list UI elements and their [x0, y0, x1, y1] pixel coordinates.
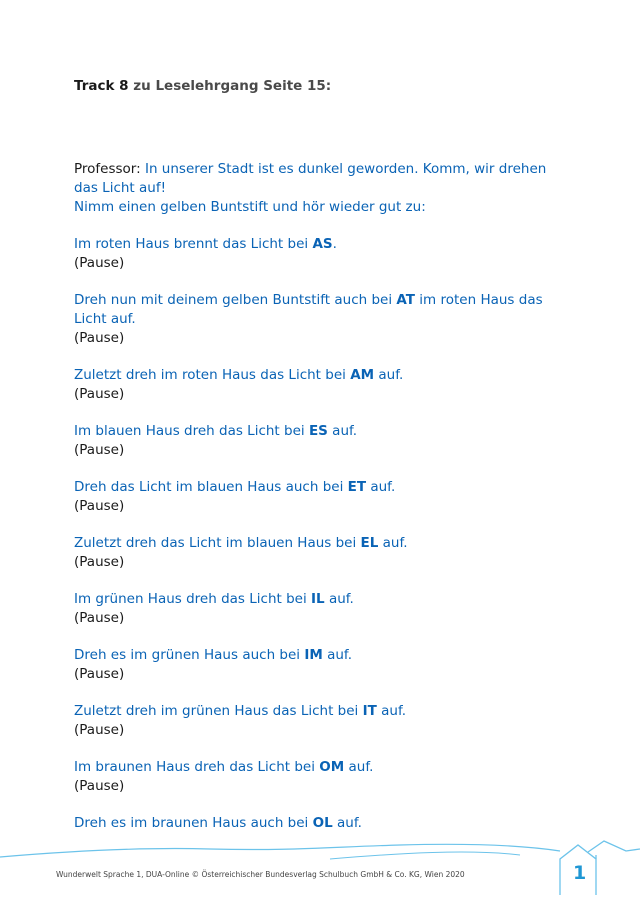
pause-note: (Pause): [74, 498, 125, 514]
transcript: [74, 160, 574, 851]
pause-note: (Pause): [74, 255, 125, 271]
pause-note: (Pause): [74, 330, 125, 346]
instruction-text: Im grünen Haus dreh das Licht bei: [74, 591, 312, 607]
syllable-keyword: IT: [362, 703, 377, 719]
instruction-text: Zuletzt dreh im roten Haus das Licht bei: [74, 367, 351, 383]
instruction-text: Im roten Haus brennt das Licht bei: [74, 236, 313, 252]
track-label: Track 8: [74, 78, 129, 94]
intro-line-1: In unserer Stadt ist es dunkel geworden. Komm, wir drehen das Licht auf!: [74, 161, 547, 196]
instruction-text-end: auf.: [324, 591, 354, 607]
pause-note: (Pause): [74, 610, 125, 626]
instruction-text: Im braunen Haus dreh das Licht bei: [74, 759, 320, 775]
instruction-line: [74, 534, 574, 553]
footer-copyright: Wunderwelt Sprache 1, DUA-Online © Österreichischer Bundesverlag Schulbuch GmbH & Co. KG, Wien 2020: [56, 870, 465, 879]
instruction-text-end: auf.: [322, 647, 352, 663]
intro-paragraph: [74, 160, 574, 217]
syllable-keyword: AM: [350, 367, 375, 383]
pause-note: (Pause): [74, 386, 125, 402]
instruction-text: Zuletzt dreh das Licht im blauen Haus bei: [74, 535, 361, 551]
instruction-text-end: auf.: [376, 703, 407, 719]
instruction-paragraph: [74, 758, 574, 796]
pause-note: (Pause): [74, 666, 125, 682]
syllable-keyword: AT: [396, 292, 415, 308]
syllable-keyword: ES: [308, 423, 328, 439]
instruction-text-end: auf.: [332, 815, 362, 831]
pause-note: (Pause): [74, 554, 125, 570]
page-number: 1: [573, 862, 587, 884]
instruction-line: [74, 478, 574, 497]
instruction-line: [74, 814, 574, 833]
track-subtitle: zu Leselehrgang Seite 15:: [133, 78, 332, 94]
footer-wave-line-2: [330, 852, 520, 859]
instruction-paragraph: [74, 702, 574, 740]
instruction-text-end: auf.: [344, 759, 374, 775]
house-outline-icon: [560, 841, 640, 895]
instruction-line: [74, 758, 574, 777]
footer-wave-line: [0, 844, 560, 857]
instruction-text-end: auf.: [327, 423, 358, 439]
instruction-text: Dreh das Licht im blauen Haus auch bei: [74, 479, 348, 495]
instruction-text-end: auf.: [374, 367, 404, 383]
syllable-keyword: OM: [319, 759, 345, 775]
instruction-text-end: im roten Haus das Licht auf.: [74, 292, 543, 327]
instruction-text-end: auf.: [378, 535, 408, 551]
instruction-line: [74, 646, 574, 665]
instruction-paragraph: [74, 534, 574, 572]
instruction-line: [74, 590, 574, 609]
track-title: [74, 78, 331, 94]
instruction-paragraph: [74, 235, 574, 273]
syllable-keyword: IL: [311, 591, 325, 607]
instruction-line: [74, 702, 574, 721]
syllable-keyword: OL: [312, 815, 333, 831]
instruction-list: [74, 235, 574, 833]
instruction-paragraph: [74, 366, 574, 404]
pause-note: (Pause): [74, 778, 125, 794]
instruction-line: [74, 235, 574, 254]
instruction-line: [74, 291, 574, 329]
instruction-text: Im blauen Haus dreh das Licht bei: [74, 423, 309, 439]
syllable-keyword: EL: [360, 535, 379, 551]
instruction-paragraph: [74, 422, 574, 460]
instruction-text: Zuletzt dreh im grünen Haus das Licht bei: [74, 703, 363, 719]
syllable-keyword: IM: [304, 647, 323, 663]
speaker-label: Professor:: [74, 161, 141, 177]
instruction-line: [74, 366, 574, 385]
intro-line-2: Nimm einen gelben Buntstift und hör wieder gut zu:: [74, 199, 426, 215]
instruction-paragraph: [74, 646, 574, 684]
syllable-keyword: ET: [347, 479, 367, 495]
instruction-text-end: .: [332, 236, 337, 252]
pause-note: (Pause): [74, 442, 125, 458]
instruction-paragraph: [74, 291, 574, 348]
instruction-text: Dreh nun mit deinem gelben Buntstift auch bei: [74, 292, 397, 308]
instruction-text: Dreh es im grünen Haus auch bei: [74, 647, 305, 663]
instruction-text-end: auf.: [366, 479, 396, 495]
pause-note: (Pause): [74, 722, 125, 738]
instruction-paragraph: [74, 590, 574, 628]
instruction-text: Dreh es im braunen Haus auch bei: [74, 815, 313, 831]
instruction-line: [74, 422, 574, 441]
instruction-paragraph: [74, 814, 574, 833]
instruction-paragraph: [74, 478, 574, 516]
syllable-keyword: AS: [312, 236, 333, 252]
